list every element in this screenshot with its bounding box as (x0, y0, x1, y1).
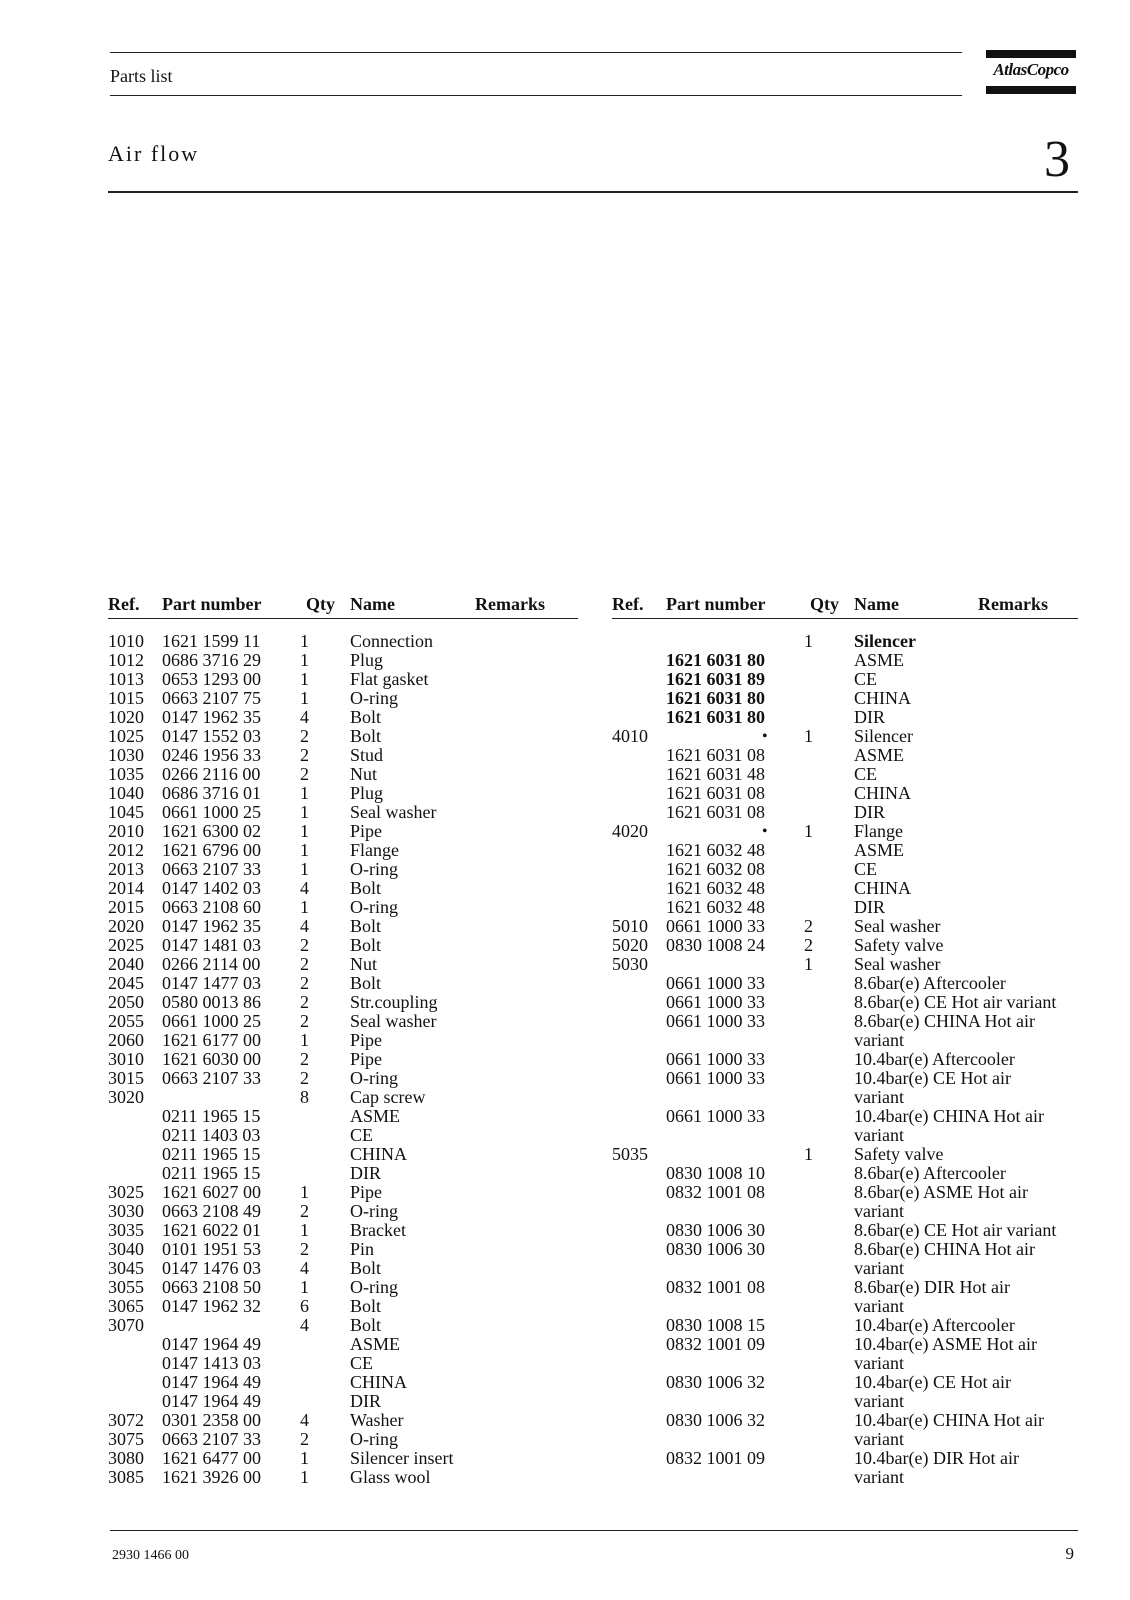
col-header-ref: Ref. (612, 594, 644, 614)
name-cell: 10.4bar(e) Aftercooler (854, 1049, 1015, 1069)
part-number-cell: 0147 1476 03 (162, 1258, 261, 1278)
part-number-cell: 0147 1413 03 (162, 1353, 261, 1373)
qty-cell: 1 (300, 1220, 309, 1240)
part-number-cell: 1621 6177 00 (162, 1030, 261, 1050)
footer-page-number: 9 (1065, 1544, 1074, 1563)
qty-cell: 1 (300, 1030, 309, 1050)
left-table-header-rule (108, 618, 578, 619)
name-cell: DIR (350, 1391, 381, 1411)
qty-cell: 1 (804, 631, 813, 651)
part-number-cell: 1621 6031 48 (666, 764, 765, 784)
name-cell: Cap screw (350, 1087, 426, 1107)
qty-cell: 1 (300, 1448, 309, 1468)
name-cell: Connection (350, 631, 433, 651)
qty-cell: 4 (300, 707, 309, 727)
name-cell: CE (854, 669, 878, 689)
qty-cell: 2 (804, 935, 813, 955)
header-bottom-rule (110, 95, 962, 96)
name-cell: O-ring (350, 1201, 398, 1221)
name-cell: Silencer insert (350, 1448, 454, 1468)
name-cell: Seal washer (854, 916, 941, 936)
logo-top-bar (986, 50, 1076, 58)
footer-document-number: 2930 1466 00 (112, 1548, 189, 1563)
qty-cell: 1 (804, 954, 813, 974)
part-number-cell: 1621 6300 02 (162, 821, 261, 841)
name-cell: CE (350, 1125, 374, 1145)
ref-cell: 3025 (108, 1182, 144, 1202)
qty-cell: 1 (804, 1144, 813, 1164)
col-header-name: Name (854, 594, 899, 614)
part-number-cell: 0147 1962 35 (162, 707, 261, 727)
name-cell: CHINA (854, 878, 911, 898)
col-header-qty: Qty (306, 594, 335, 614)
qty-cell: 1 (300, 669, 309, 689)
qty-cell: 1 (804, 821, 813, 841)
name-cell: DIR (854, 707, 885, 727)
part-number-cell: 0211 1403 03 (162, 1125, 261, 1145)
part-number-cell: 0147 1962 35 (162, 916, 261, 936)
name-cell: 10.4bar(e) CE Hot air (854, 1372, 1011, 1392)
name-cell: variant (854, 1391, 904, 1411)
qty-cell: 1 (300, 1182, 309, 1202)
name-cell: Flat gasket (350, 669, 429, 689)
part-number-cell: 0301 2358 00 (162, 1410, 261, 1430)
part-number-cell: 0830 1008 15 (666, 1315, 765, 1335)
ref-cell: 4010 (612, 726, 648, 746)
name-cell: O-ring (350, 1277, 398, 1297)
qty-cell: 2 (300, 1011, 309, 1031)
qty-cell: 2 (300, 1068, 309, 1088)
ref-cell: 3020 (108, 1087, 144, 1107)
name-cell: 10.4bar(e) ASME Hot air (854, 1334, 1037, 1354)
part-number-cell: 0830 1006 32 (666, 1372, 765, 1392)
qty-cell: 8 (300, 1087, 309, 1107)
part-number-cell: 0653 1293 00 (162, 669, 261, 689)
name-cell: Flange (350, 840, 399, 860)
ref-cell: 3085 (108, 1467, 144, 1487)
ref-cell: 1035 (108, 764, 144, 784)
ref-cell: 2020 (108, 916, 144, 936)
ref-cell: 2015 (108, 897, 144, 917)
ref-cell: 3070 (108, 1315, 144, 1335)
section-title: Air flow (108, 141, 200, 166)
qty-cell: 4 (300, 1315, 309, 1335)
name-cell: variant (854, 1125, 904, 1145)
col-header-remarks: Remarks (475, 594, 545, 614)
name-cell: 10.4bar(e) CHINA Hot air (854, 1410, 1044, 1430)
qty-cell: 1 (300, 840, 309, 860)
name-cell: Stud (350, 745, 384, 765)
name-cell: Safety valve (854, 935, 944, 955)
part-number-cell: 1621 6031 08 (666, 802, 765, 822)
ref-cell: 2010 (108, 821, 144, 841)
ref-cell: 3015 (108, 1068, 144, 1088)
qty-cell: 1 (300, 1277, 309, 1297)
part-number-cell: 0580 0013 86 (162, 992, 261, 1012)
part-number-cell: 0661 1000 33 (666, 1049, 765, 1069)
part-number-cell: 0147 1962 32 (162, 1296, 261, 1316)
ref-cell: 3035 (108, 1220, 144, 1240)
name-cell: Bolt (350, 878, 382, 898)
name-cell: variant (854, 1087, 904, 1107)
name-cell: Pin (350, 1239, 375, 1259)
name-cell: variant (854, 1429, 904, 1449)
qty-cell: 2 (300, 764, 309, 784)
qty-cell: 2 (300, 935, 309, 955)
ref-cell: 3080 (108, 1448, 144, 1468)
name-cell: O-ring (350, 859, 398, 879)
ref-cell: 3065 (108, 1296, 144, 1316)
qty-cell: 1 (300, 650, 309, 670)
part-number-cell: 0830 1006 30 (666, 1239, 765, 1259)
part-number-cell: 0147 1964 49 (162, 1334, 261, 1354)
part-number-cell: 0830 1008 10 (666, 1163, 765, 1183)
name-cell: variant (854, 1030, 904, 1050)
qty-cell: 2 (804, 916, 813, 936)
ref-cell: 2045 (108, 973, 144, 993)
name-cell: Flange (854, 821, 903, 841)
logo-wordmark: AtlasCopco (993, 60, 1069, 79)
part-number-cell: 1621 6031 80 (666, 707, 765, 727)
part-number-cell: 0211 1965 15 (162, 1106, 261, 1126)
name-cell: Nut (350, 954, 377, 974)
name-cell: Silencer (854, 726, 913, 746)
name-cell: ASME (350, 1334, 401, 1354)
name-cell: O-ring (350, 897, 398, 917)
part-number-cell: 0211 1965 15 (162, 1163, 261, 1183)
name-cell: Bolt (350, 1258, 382, 1278)
ref-cell: 2013 (108, 859, 144, 879)
ref-cell: 1045 (108, 802, 144, 822)
name-cell: 10.4bar(e) CHINA Hot air (854, 1106, 1044, 1126)
part-number-cell: 1621 6477 00 (162, 1448, 261, 1468)
ref-cell: 1040 (108, 783, 144, 803)
name-cell: Bracket (350, 1220, 406, 1240)
qty-cell: 1 (300, 802, 309, 822)
part-number-cell: 1621 6032 48 (666, 897, 765, 917)
part-number-cell: 0661 1000 25 (162, 1011, 261, 1031)
qty-cell: 1 (300, 821, 309, 841)
part-number-cell: 0830 1008 24 (666, 935, 765, 955)
name-cell: Silencer (854, 631, 916, 651)
name-cell: 8.6bar(e) CHINA Hot air (854, 1011, 1035, 1031)
qty-cell: 2 (300, 973, 309, 993)
name-cell: variant (854, 1467, 904, 1487)
ref-cell: 5035 (612, 1144, 648, 1164)
qty-cell: 1 (300, 859, 309, 879)
name-cell: 8.6bar(e) Aftercooler (854, 1163, 1006, 1183)
part-number-cell: 1621 6032 48 (666, 878, 765, 898)
part-number-cell: 0663 2108 49 (162, 1201, 261, 1221)
ref-cell: 1030 (108, 745, 144, 765)
name-cell: Bolt (350, 1315, 382, 1335)
name-cell: O-ring (350, 1068, 398, 1088)
qty-cell: 1 (300, 688, 309, 708)
part-number-cell: 0661 1000 33 (666, 1011, 765, 1031)
name-cell: Seal washer (854, 954, 941, 974)
ref-cell: 1025 (108, 726, 144, 746)
col-header-qty: Qty (810, 594, 839, 614)
header-top-rule (110, 52, 962, 53)
part-number-cell: 0147 1481 03 (162, 935, 261, 955)
part-number-cell: 0661 1000 33 (666, 973, 765, 993)
name-cell: CE (854, 859, 878, 879)
name-cell: 10.4bar(e) CE Hot air (854, 1068, 1011, 1088)
name-cell: 8.6bar(e) CHINA Hot air (854, 1239, 1035, 1259)
qty-cell: 1 (300, 897, 309, 917)
name-cell: ASME (854, 650, 905, 670)
qty-cell: 2 (300, 1429, 309, 1449)
part-number-cell: 0147 1402 03 (162, 878, 261, 898)
qty-cell: 2 (300, 1239, 309, 1259)
ref-cell: 4020 (612, 821, 648, 841)
qty-cell: 1 (300, 631, 309, 651)
name-cell: 10.4bar(e) DIR Hot air (854, 1448, 1019, 1468)
name-cell: Bolt (350, 973, 382, 993)
name-cell: ASME (854, 840, 905, 860)
name-cell: ASME (854, 745, 905, 765)
name-cell: 8.6bar(e) ASME Hot air (854, 1182, 1028, 1202)
part-number-cell: 0663 2107 33 (162, 859, 261, 879)
part-number-cell: 1621 6030 00 (162, 1049, 261, 1069)
part-number-cell: 0663 2108 60 (162, 897, 261, 917)
name-cell: 8.6bar(e) CE Hot air variant (854, 992, 1057, 1012)
ref-cell: 2014 (108, 878, 144, 898)
part-number-cell: 0686 3716 29 (162, 650, 261, 670)
name-cell: Pipe (350, 1030, 383, 1050)
part-number-cell: 0211 1965 15 (162, 1144, 261, 1164)
col-header-name: Name (350, 594, 395, 614)
part-number-cell: 1621 6031 80 (666, 650, 765, 670)
ref-cell: 5030 (612, 954, 648, 974)
ref-cell: 3055 (108, 1277, 144, 1297)
service-kit-bullet: • (762, 728, 768, 745)
part-number-cell: 1621 1599 11 (162, 631, 261, 651)
ref-cell: 3010 (108, 1049, 144, 1069)
name-cell: Pipe (350, 1049, 383, 1069)
right-table-header-rule (612, 618, 1078, 619)
part-number-cell: 0830 1006 30 (666, 1220, 765, 1240)
part-number-cell: 0663 2107 33 (162, 1068, 261, 1088)
part-number-cell: 0661 1000 33 (666, 1068, 765, 1088)
col-header-remarks: Remarks (978, 594, 1048, 614)
footer-rule (110, 1530, 1078, 1531)
name-cell: Bolt (350, 935, 382, 955)
part-number-cell: 0147 1477 03 (162, 973, 261, 993)
name-cell: Plug (350, 650, 384, 670)
name-cell: CHINA (854, 688, 911, 708)
qty-cell: 4 (300, 1258, 309, 1278)
part-number-cell: 1621 6796 00 (162, 840, 261, 860)
ref-cell: 2025 (108, 935, 144, 955)
header-title: Parts list (110, 66, 173, 86)
col-header-ref: Ref. (108, 594, 140, 614)
ref-cell: 2050 (108, 992, 144, 1012)
name-cell: Seal washer (350, 1011, 437, 1031)
ref-cell: 3075 (108, 1429, 144, 1449)
name-cell: variant (854, 1296, 904, 1316)
name-cell: Safety valve (854, 1144, 944, 1164)
qty-cell: 4 (300, 1410, 309, 1430)
name-cell: CHINA (350, 1144, 407, 1164)
part-number-cell: 0246 1956 33 (162, 745, 261, 765)
ref-cell: 3045 (108, 1258, 144, 1278)
name-cell: DIR (350, 1163, 381, 1183)
name-cell: O-ring (350, 1429, 398, 1449)
qty-cell: 1 (300, 783, 309, 803)
name-cell: Str.coupling (350, 992, 438, 1012)
ref-cell: 3030 (108, 1201, 144, 1221)
part-number-cell: 1621 6027 00 (162, 1182, 261, 1202)
part-number-cell: 0266 2116 00 (162, 764, 261, 784)
ref-cell: 2055 (108, 1011, 144, 1031)
name-cell: DIR (854, 897, 885, 917)
name-cell: variant (854, 1258, 904, 1278)
qty-cell: 2 (300, 745, 309, 765)
name-cell: Bolt (350, 726, 382, 746)
name-cell: Plug (350, 783, 384, 803)
qty-cell: 4 (300, 916, 309, 936)
name-cell: Pipe (350, 821, 383, 841)
col-header-part-number: Part number (666, 594, 766, 614)
part-number-cell: 1621 3926 00 (162, 1467, 261, 1487)
name-cell: ASME (350, 1106, 401, 1126)
qty-cell: 2 (300, 954, 309, 974)
ref-cell: 1010 (108, 631, 144, 651)
part-number-cell: 1621 6032 48 (666, 840, 765, 860)
ref-cell: 5020 (612, 935, 648, 955)
name-cell: Seal washer (350, 802, 437, 822)
part-number-cell: 1621 6032 08 (666, 859, 765, 879)
part-number-cell: 0832 1001 08 (666, 1182, 765, 1202)
ref-cell: 1012 (108, 650, 144, 670)
part-number-cell: 1621 6031 08 (666, 783, 765, 803)
ref-cell: 2012 (108, 840, 144, 860)
ref-cell: 1020 (108, 707, 144, 727)
name-cell: Bolt (350, 1296, 382, 1316)
name-cell: variant (854, 1353, 904, 1373)
part-number-cell: 0832 1001 08 (666, 1277, 765, 1297)
name-cell: 10.4bar(e) Aftercooler (854, 1315, 1015, 1335)
part-number-cell: 0661 1000 33 (666, 992, 765, 1012)
ref-cell: 3072 (108, 1410, 144, 1430)
ref-cell: 1013 (108, 669, 144, 689)
part-number-cell: 0830 1006 32 (666, 1410, 765, 1430)
name-cell: 8.6bar(e) DIR Hot air (854, 1277, 1010, 1297)
part-number-cell: 1621 6022 01 (162, 1220, 261, 1240)
qty-cell: 1 (300, 1467, 309, 1487)
qty-cell: 2 (300, 1201, 309, 1221)
name-cell: CHINA (350, 1372, 407, 1392)
qty-cell: 1 (804, 726, 813, 746)
part-number-cell: 0661 1000 25 (162, 802, 261, 822)
qty-cell: 4 (300, 878, 309, 898)
ref-cell: 3040 (108, 1239, 144, 1259)
part-number-cell: 0832 1001 09 (666, 1334, 765, 1354)
qty-cell: 2 (300, 992, 309, 1012)
ref-cell: 1015 (108, 688, 144, 708)
name-cell: variant (854, 1201, 904, 1221)
name-cell: Nut (350, 764, 377, 784)
section-number: 3 (1044, 131, 1070, 188)
part-number-cell: 1621 6031 08 (666, 745, 765, 765)
part-number-cell: 0686 3716 01 (162, 783, 261, 803)
section-rule (108, 191, 1078, 193)
part-number-cell: 0663 2107 75 (162, 688, 261, 708)
name-cell: CE (350, 1353, 374, 1373)
name-cell: Bolt (350, 707, 382, 727)
ref-cell: 2060 (108, 1030, 144, 1050)
ref-cell: 2040 (108, 954, 144, 974)
part-number-cell: 1621 6031 80 (666, 688, 765, 708)
part-number-cell: 0663 2107 33 (162, 1429, 261, 1449)
part-number-cell: 0147 1964 49 (162, 1391, 261, 1411)
service-kit-bullet: • (762, 823, 768, 840)
part-number-cell: 0101 1951 53 (162, 1239, 261, 1259)
part-number-cell: 0266 2114 00 (162, 954, 261, 974)
name-cell: Pipe (350, 1182, 383, 1202)
atlas-copco-logo (986, 50, 1076, 94)
qty-cell: 2 (300, 1049, 309, 1069)
col-header-part-number: Part number (162, 594, 262, 614)
ref-cell: 5010 (612, 916, 648, 936)
logo-bottom-bar (986, 86, 1076, 94)
name-cell: 8.6bar(e) CE Hot air variant (854, 1220, 1057, 1240)
name-cell: DIR (854, 802, 885, 822)
part-number-cell: 0663 2108 50 (162, 1277, 261, 1297)
name-cell: 8.6bar(e) Aftercooler (854, 973, 1006, 993)
name-cell: O-ring (350, 688, 398, 708)
part-number-cell: 0147 1964 49 (162, 1372, 261, 1392)
qty-cell: 6 (300, 1296, 309, 1316)
qty-cell: 2 (300, 726, 309, 746)
part-number-cell: 0661 1000 33 (666, 916, 765, 936)
name-cell: Washer (350, 1410, 404, 1430)
part-number-cell: 0832 1001 09 (666, 1448, 765, 1468)
part-number-cell: 0661 1000 33 (666, 1106, 765, 1126)
name-cell: Glass wool (350, 1467, 431, 1487)
name-cell: Bolt (350, 916, 382, 936)
name-cell: CHINA (854, 783, 911, 803)
part-number-cell: 0147 1552 03 (162, 726, 261, 746)
part-number-cell: 1621 6031 89 (666, 669, 765, 689)
name-cell: CE (854, 764, 878, 784)
